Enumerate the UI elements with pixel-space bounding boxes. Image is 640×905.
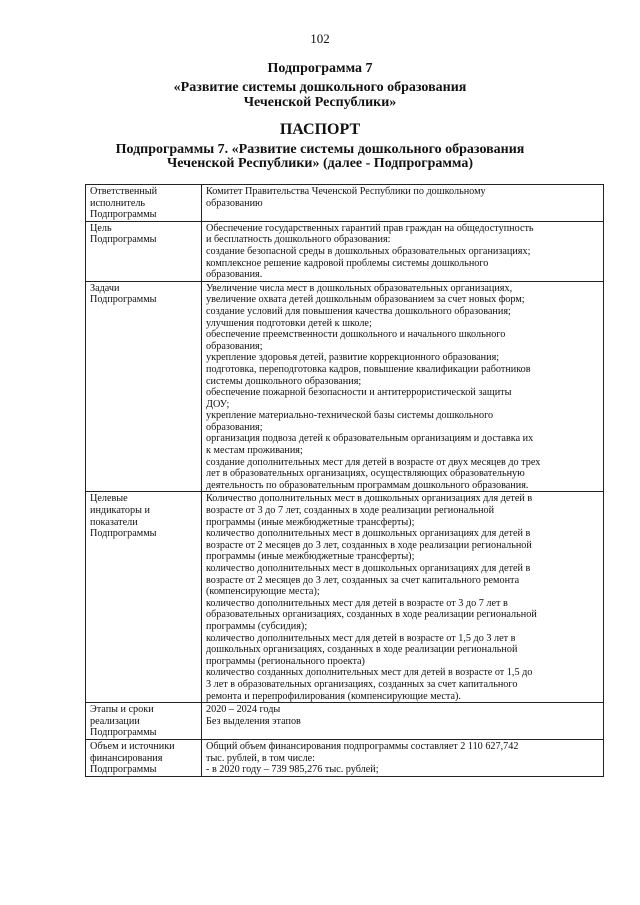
table-row — [86, 185, 604, 222]
row-content-line: образования; — [206, 421, 263, 433]
row-label-cell — [86, 703, 202, 740]
row-label-line: Подпрограммы — [90, 764, 157, 776]
row-content-line: системы дошкольного образования; — [206, 375, 362, 387]
table-row — [86, 703, 604, 740]
passport-table — [85, 184, 604, 777]
row-label-line: Этапы и сроки — [90, 704, 154, 716]
row-content-line: организация подвоза детей к образовательным организациям и доставка их — [206, 433, 534, 445]
row-label-line: Целевые — [90, 493, 128, 505]
row-label-line: показатели — [90, 516, 138, 528]
row-content-line: программы (регионального проекта) — [206, 655, 365, 667]
row-content-cell — [202, 492, 604, 703]
row-content-line: возрасте от 2 месяцев до 3 лет, созданных в ходе реализации региональной — [206, 539, 532, 551]
row-content-line: Увеличение числа мест в дошкольных образовательных организациях, — [206, 282, 513, 294]
row-content-line: Обеспечение государственных гарантий прав граждан на общедоступность — [206, 222, 534, 234]
row-content-line: к местам проживания; — [206, 445, 303, 457]
passport-title-line-2: Чеченской Республики» (далее - Подпрограмма) — [166, 156, 474, 171]
row-content-line: образованию — [206, 197, 263, 209]
row-label-line: Объем и источники — [90, 740, 175, 752]
row-content-line: количество дополнительных мест для детей в возрасте от 3 до 7 лет в — [206, 597, 508, 609]
row-content-line: увеличение охвата детей дошкольным образованием за счет новых форм; — [206, 294, 525, 306]
row-content-line: Комитет Правительства Чеченской Республики по дошкольному — [206, 186, 486, 197]
row-content-line: укрепление здоровья детей, развитие коррекционного образования; — [206, 352, 500, 364]
table-row — [86, 739, 604, 776]
row-label-cell — [86, 739, 202, 776]
row-content-line: ремонта и перепрофилирования (компенсирующие места). — [206, 690, 461, 702]
row-label-cell — [86, 185, 202, 222]
row-label-line: индикаторы и — [90, 505, 150, 517]
row-content-line: программы (иные межбюджетные трансферты); — [206, 551, 415, 563]
row-content-line: программы (субсидия); — [206, 620, 308, 632]
row-label-line: реализации — [90, 715, 140, 727]
passport-title-line-1: Подпрограммы 7. «Развитие системы дошкольного образования — [115, 142, 525, 157]
row-content-line: количество дополнительных мест для детей в возрасте от 1,5 до 3 лет в — [206, 632, 516, 644]
row-content-line: программы (иные межбюджетные трансферты); — [206, 516, 415, 528]
passport-heading: ПАСПОРТ — [279, 121, 361, 138]
row-content-line: 2020 – 2024 годы — [206, 704, 281, 716]
row-label-line: Ответственный — [90, 186, 158, 197]
row-label-line: финансирования — [90, 752, 163, 764]
row-content-line: улучшения подготовки детей к школе; — [206, 317, 372, 329]
row-content-line: и бесплатность дошкольного образования: — [206, 234, 391, 246]
row-content-line: ДОУ; — [206, 398, 230, 410]
row-content-line: лет в образовательных организациях, осуществляющих образовательную — [206, 468, 525, 480]
row-label-line: Цель — [90, 222, 112, 234]
table-row — [86, 221, 604, 281]
subprogram-title: Подпрограмма 7 — [267, 61, 373, 76]
row-content-line: обеспечение пожарной безопасности и антитеррористической защиты — [206, 387, 512, 399]
row-content-line: образования. — [206, 269, 263, 281]
subprogram-name-line-2: Чеченской Республики» — [243, 95, 397, 110]
row-label-line: Подпрограммы — [90, 294, 157, 306]
table-row — [86, 281, 604, 492]
row-label-line: Подпрограммы — [90, 234, 157, 246]
row-content-cell — [202, 185, 604, 222]
row-content-line: Без выделения этапов — [206, 715, 301, 727]
row-content-line: образовательных организациях, созданных в ходе реализации региональной — [206, 609, 537, 621]
row-content-line: создание дополнительных мест для детей в возрасте от двух месяцев до трех — [206, 456, 541, 468]
row-content-line: (компенсирующие места); — [206, 586, 320, 598]
row-content-line: возрасте от 2 месяцев до 3 лет, созданных за счет капитального ремонта — [206, 574, 520, 586]
row-content-line: образования; — [206, 340, 263, 352]
passport-table-body — [86, 185, 604, 777]
row-content-line: комплексное решение кадровой проблемы системы дошкольного — [206, 257, 489, 269]
row-content-line: укрепление материально-технической базы системы дошкольного — [206, 410, 494, 422]
row-content-line: Количество дополнительных мест в дошкольных организациях для детей в — [206, 493, 533, 505]
row-label-cell — [86, 221, 202, 281]
row-label-line: исполнитель — [90, 197, 146, 209]
row-content-line: количество дополнительных мест в дошкольных организациях для детей в — [206, 528, 531, 540]
row-content-line: обеспечение преемственности дошкольного и начального школьного — [206, 329, 506, 341]
table-row — [86, 492, 604, 703]
row-content-line: тыс. рублей, в том числе: — [206, 752, 316, 764]
row-label-cell — [86, 492, 202, 703]
row-content-cell — [202, 739, 604, 776]
row-label-line: Подпрограммы — [90, 209, 157, 221]
page-number: 102 — [310, 31, 330, 46]
subprogram-name-line-1: «Развитие системы дошкольного образования — [173, 80, 467, 95]
row-content-line: Общий объем финансирования подпрограммы составляет 2 110 627,742 — [206, 740, 519, 752]
row-content-line: дошкольных организациях, созданных в ходе реализации региональной — [206, 644, 518, 656]
row-label-cell — [86, 281, 202, 492]
row-label-line: Задачи — [90, 282, 120, 294]
row-content-cell — [202, 703, 604, 740]
row-content-line: возрасте от 3 до 7 лет, созданных в ходе реализации региональной — [206, 505, 495, 517]
row-content-line: количество дополнительных мест в дошкольных организациях для детей в — [206, 563, 531, 574]
row-content-line: - в 2020 году – 739 985,276 тыс. рублей; — [206, 764, 379, 776]
row-content-line: 3 лет в образовательных организациях, созданных за счет капитального — [206, 678, 518, 690]
row-content-line: деятельность по образовательным программам дошкольного образования. — [206, 479, 529, 491]
row-content-line: подготовка, переподготовка кадров, повышение квалификации работников — [206, 363, 531, 375]
row-label-line: Подпрограммы — [90, 528, 157, 540]
row-content-line: количество созданных дополнительных мест для детей в возрасте от 1,5 до — [206, 667, 533, 679]
row-content-cell — [202, 281, 604, 492]
row-content-line: создание условий для повышения качества дошкольного образования; — [206, 305, 511, 317]
row-content-line: создание безопасной среды в дошкольных образовательных организациях; — [206, 245, 531, 257]
row-content-cell — [202, 221, 604, 281]
row-label-line: Подпрограммы — [90, 727, 157, 739]
